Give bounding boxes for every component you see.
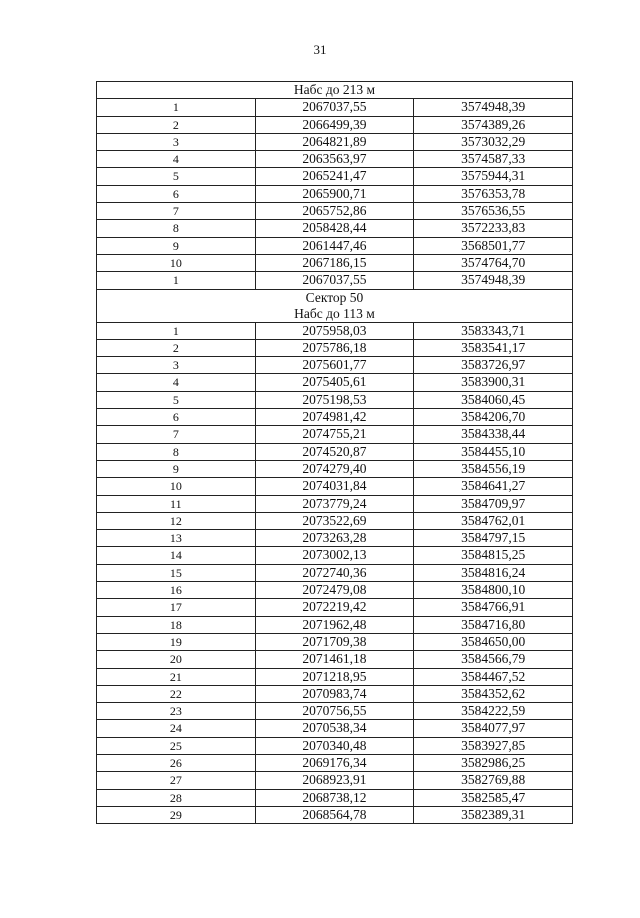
x-coordinate-cell: 2075958,03 — [255, 322, 414, 339]
table-row — [97, 512, 573, 529]
point-number-cell: 20 — [97, 651, 256, 668]
x-coordinate-cell: 2072479,08 — [255, 582, 414, 599]
y-coordinate-cell: 3584206,70 — [414, 409, 573, 426]
table-row — [97, 564, 573, 581]
table-row — [97, 685, 573, 702]
x-coordinate-cell: 2071709,38 — [255, 633, 414, 650]
point-number-cell: 1 — [97, 322, 256, 339]
x-coordinate-cell: 2070340,48 — [255, 737, 414, 754]
y-coordinate-cell: 3584716,80 — [414, 616, 573, 633]
section-heading-row — [97, 289, 573, 322]
x-coordinate-cell: 2067037,55 — [255, 99, 414, 116]
point-number-cell: 11 — [97, 495, 256, 512]
x-coordinate-cell: 2075405,61 — [255, 374, 414, 391]
x-coordinate-cell: 2066499,39 — [255, 116, 414, 133]
point-number-cell: 5 — [97, 168, 256, 185]
x-coordinate-cell: 2073002,13 — [255, 547, 414, 564]
x-coordinate-cell: 2065900,71 — [255, 185, 414, 202]
point-number-cell: 16 — [97, 582, 256, 599]
y-coordinate-cell: 3584816,24 — [414, 564, 573, 581]
table-row — [97, 599, 573, 616]
point-number-cell: 17 — [97, 599, 256, 616]
table-row — [97, 339, 573, 356]
point-number-cell: 3 — [97, 357, 256, 374]
point-number-cell: 10 — [97, 254, 256, 271]
point-number-cell: 3 — [97, 133, 256, 150]
section-heading-line: Набс до 213 м — [293, 82, 376, 98]
table-row — [97, 168, 573, 185]
point-number-cell: 9 — [97, 460, 256, 477]
table-row — [97, 633, 573, 650]
point-number-cell: 13 — [97, 530, 256, 547]
y-coordinate-cell: 3584800,10 — [414, 582, 573, 599]
table-row — [97, 151, 573, 168]
y-coordinate-cell: 3583900,31 — [414, 374, 573, 391]
table-row — [97, 185, 573, 202]
table-row — [97, 530, 573, 547]
coordinates-table-body — [97, 82, 573, 824]
x-coordinate-cell: 2073263,28 — [255, 530, 414, 547]
y-coordinate-cell: 3584338,44 — [414, 426, 573, 443]
table-row — [97, 616, 573, 633]
y-coordinate-cell: 3582986,25 — [414, 754, 573, 771]
y-coordinate-cell: 3584467,52 — [414, 668, 573, 685]
x-coordinate-cell: 2064821,89 — [255, 133, 414, 150]
y-coordinate-cell: 3574948,39 — [414, 272, 573, 289]
point-number-cell: 25 — [97, 737, 256, 754]
x-coordinate-cell: 2073522,69 — [255, 512, 414, 529]
x-coordinate-cell: 2070538,34 — [255, 720, 414, 737]
coordinates-table — [96, 81, 573, 824]
section-heading — [97, 289, 573, 322]
y-coordinate-cell: 3568501,77 — [414, 237, 573, 254]
point-number-cell: 8 — [97, 443, 256, 460]
table-row — [97, 391, 573, 408]
table-row — [97, 116, 573, 133]
table-row — [97, 495, 573, 512]
section-heading-line: Сектор 50 — [305, 289, 364, 305]
x-coordinate-cell: 2069176,34 — [255, 754, 414, 771]
x-coordinate-cell: 2072219,42 — [255, 599, 414, 616]
y-coordinate-cell: 3583726,97 — [414, 357, 573, 374]
table-row — [97, 754, 573, 771]
x-coordinate-cell: 2071461,18 — [255, 651, 414, 668]
y-coordinate-cell: 3584797,15 — [414, 530, 573, 547]
point-number-cell: 6 — [97, 409, 256, 426]
point-number-cell: 24 — [97, 720, 256, 737]
y-coordinate-cell: 3582585,47 — [414, 789, 573, 806]
table-row — [97, 374, 573, 391]
x-coordinate-cell: 2068564,78 — [255, 806, 414, 823]
x-coordinate-cell: 2061447,46 — [255, 237, 414, 254]
section-heading-row — [97, 82, 573, 99]
point-number-cell: 15 — [97, 564, 256, 581]
x-coordinate-cell: 2075198,53 — [255, 391, 414, 408]
y-coordinate-cell: 3584222,59 — [414, 703, 573, 720]
point-number-cell: 5 — [97, 391, 256, 408]
x-coordinate-cell: 2074755,21 — [255, 426, 414, 443]
point-number-cell: 14 — [97, 547, 256, 564]
point-number-cell: 7 — [97, 203, 256, 220]
point-number-cell: 9 — [97, 237, 256, 254]
x-coordinate-cell: 2071218,95 — [255, 668, 414, 685]
x-coordinate-cell: 2074520,87 — [255, 443, 414, 460]
point-number-cell: 29 — [97, 806, 256, 823]
table-row — [97, 806, 573, 823]
point-number-cell: 10 — [97, 478, 256, 495]
x-coordinate-cell: 2070756,55 — [255, 703, 414, 720]
x-coordinate-cell: 2073779,24 — [255, 495, 414, 512]
table-row — [97, 322, 573, 339]
x-coordinate-cell: 2072740,36 — [255, 564, 414, 581]
y-coordinate-cell: 3584566,79 — [414, 651, 573, 668]
y-coordinate-cell: 3572233,83 — [414, 220, 573, 237]
x-coordinate-cell: 2063563,97 — [255, 151, 414, 168]
x-coordinate-cell: 2074279,40 — [255, 460, 414, 477]
y-coordinate-cell: 3584556,19 — [414, 460, 573, 477]
point-number-cell: 28 — [97, 789, 256, 806]
table-row — [97, 220, 573, 237]
table-row — [97, 99, 573, 116]
y-coordinate-cell: 3583927,85 — [414, 737, 573, 754]
x-coordinate-cell: 2065241,47 — [255, 168, 414, 185]
y-coordinate-cell: 3584077,97 — [414, 720, 573, 737]
point-number-cell: 22 — [97, 685, 256, 702]
table-row — [97, 547, 573, 564]
section-heading — [97, 82, 573, 99]
table-row — [97, 582, 573, 599]
table-row — [97, 443, 573, 460]
y-coordinate-cell: 3582769,88 — [414, 772, 573, 789]
y-coordinate-cell: 3574587,33 — [414, 151, 573, 168]
y-coordinate-cell: 3582389,31 — [414, 806, 573, 823]
y-coordinate-cell: 3584762,01 — [414, 512, 573, 529]
table-row — [97, 460, 573, 477]
x-coordinate-cell: 2065752,86 — [255, 203, 414, 220]
y-coordinate-cell: 3584815,25 — [414, 547, 573, 564]
table-row — [97, 272, 573, 289]
table-row — [97, 703, 573, 720]
x-coordinate-cell: 2074031,84 — [255, 478, 414, 495]
table-row — [97, 651, 573, 668]
point-number-cell: 19 — [97, 633, 256, 650]
y-coordinate-cell: 3584060,45 — [414, 391, 573, 408]
y-coordinate-cell: 3576353,78 — [414, 185, 573, 202]
x-coordinate-cell: 2067186,15 — [255, 254, 414, 271]
point-number-cell: 1 — [97, 99, 256, 116]
x-coordinate-cell: 2067037,55 — [255, 272, 414, 289]
point-number-cell: 4 — [97, 374, 256, 391]
table-row — [97, 357, 573, 374]
table-row — [97, 254, 573, 271]
table-row — [97, 789, 573, 806]
y-coordinate-cell: 3584766,91 — [414, 599, 573, 616]
point-number-cell: 27 — [97, 772, 256, 789]
x-coordinate-cell: 2074981,42 — [255, 409, 414, 426]
x-coordinate-cell: 2068923,91 — [255, 772, 414, 789]
y-coordinate-cell: 3584641,27 — [414, 478, 573, 495]
point-number-cell: 18 — [97, 616, 256, 633]
y-coordinate-cell: 3574764,70 — [414, 254, 573, 271]
table-row — [97, 203, 573, 220]
x-coordinate-cell: 2075786,18 — [255, 339, 414, 356]
y-coordinate-cell: 3575944,31 — [414, 168, 573, 185]
table-row — [97, 426, 573, 443]
table-row — [97, 133, 573, 150]
point-number-cell: 1 — [97, 272, 256, 289]
table-row — [97, 409, 573, 426]
y-coordinate-cell: 3584455,10 — [414, 443, 573, 460]
y-coordinate-cell: 3584709,97 — [414, 495, 573, 512]
y-coordinate-cell: 3573032,29 — [414, 133, 573, 150]
point-number-cell: 8 — [97, 220, 256, 237]
y-coordinate-cell: 3576536,55 — [414, 203, 573, 220]
x-coordinate-cell: 2070983,74 — [255, 685, 414, 702]
point-number-cell: 7 — [97, 426, 256, 443]
point-number-cell: 23 — [97, 703, 256, 720]
table-row — [97, 720, 573, 737]
point-number-cell: 4 — [97, 151, 256, 168]
y-coordinate-cell: 3583541,17 — [414, 339, 573, 356]
point-number-cell: 2 — [97, 116, 256, 133]
table-row — [97, 478, 573, 495]
table-row — [97, 237, 573, 254]
table-row — [97, 668, 573, 685]
y-coordinate-cell: 3574948,39 — [414, 99, 573, 116]
y-coordinate-cell: 3584352,62 — [414, 685, 573, 702]
point-number-cell: 2 — [97, 339, 256, 356]
table-row — [97, 772, 573, 789]
x-coordinate-cell: 2058428,44 — [255, 220, 414, 237]
table-row — [97, 737, 573, 754]
x-coordinate-cell: 2071962,48 — [255, 616, 414, 633]
page-number: 31 — [313, 42, 327, 57]
point-number-cell: 21 — [97, 668, 256, 685]
section-heading-line: Набс до 113 м — [294, 305, 375, 321]
y-coordinate-cell: 3583343,71 — [414, 322, 573, 339]
x-coordinate-cell: 2075601,77 — [255, 357, 414, 374]
point-number-cell: 12 — [97, 512, 256, 529]
x-coordinate-cell: 2068738,12 — [255, 789, 414, 806]
y-coordinate-cell: 3574389,26 — [414, 116, 573, 133]
point-number-cell: 6 — [97, 185, 256, 202]
y-coordinate-cell: 3584650,00 — [414, 633, 573, 650]
point-number-cell: 26 — [97, 754, 256, 771]
